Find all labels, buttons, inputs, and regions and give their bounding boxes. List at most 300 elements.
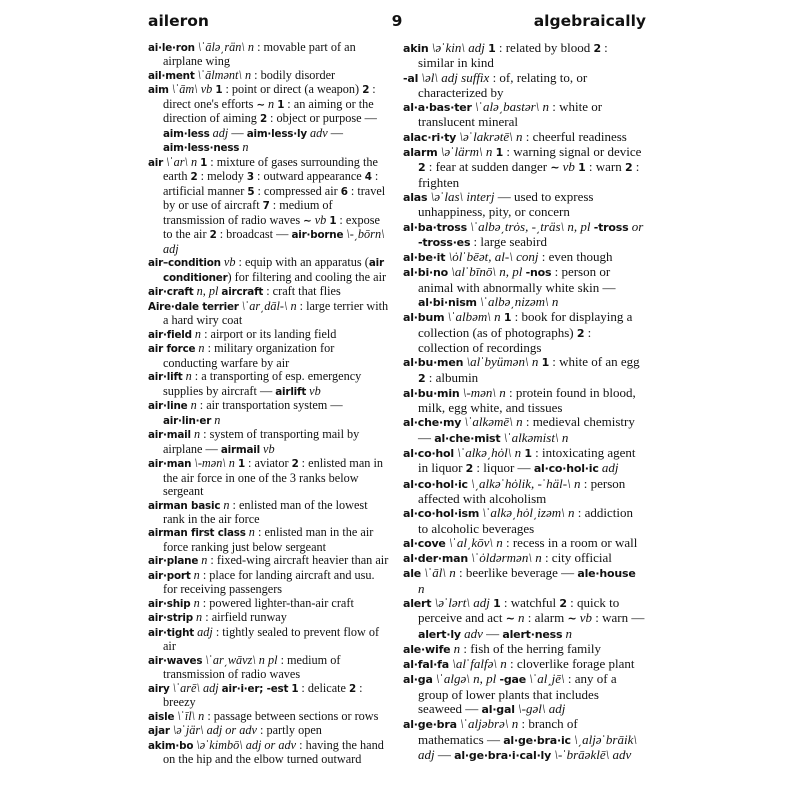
headword: air–condition xyxy=(148,257,221,270)
headword: al·ba·tross xyxy=(403,220,467,234)
headword: 1 xyxy=(578,161,586,175)
pronunciation: \əˈlärm\ xyxy=(437,144,486,160)
definition-text: — xyxy=(228,125,247,140)
part-of-speech: n xyxy=(193,427,201,442)
definition-text: : partly open xyxy=(256,723,322,738)
part-of-speech: n xyxy=(242,140,249,155)
part-of-speech: n xyxy=(551,294,559,310)
pronunciation: \ˈalkə͵hȯl͵izəm\ xyxy=(479,505,568,521)
definition-text: : fear at sudden danger xyxy=(425,159,551,175)
part-of-speech: n xyxy=(542,99,550,115)
part-of-speech: n xyxy=(198,708,205,723)
pronunciation: \-͵bōrn\ xyxy=(343,227,385,242)
part-of-speech: adj xyxy=(601,460,619,476)
pronunciation: \͵aljəˈbrāik\ xyxy=(570,731,637,747)
definition-text: : watchful xyxy=(500,594,560,610)
dictionary-entry xyxy=(403,71,645,101)
definition-text: : passage between sections or rows xyxy=(204,708,379,723)
dictionary-entry xyxy=(148,428,390,457)
definition-text: ) for filtering and cooling the air xyxy=(227,269,387,284)
definition-text: : protein found in blood, milk, egg white, and tissues xyxy=(418,384,636,416)
headword: ∼ xyxy=(256,98,265,111)
pronunciation: \əl\ xyxy=(418,69,442,85)
headword: 2 xyxy=(349,682,357,695)
part-of-speech: n xyxy=(223,497,230,512)
headword: air·lin·er xyxy=(163,414,212,427)
definition-text: — used to express unhappiness, pity, or concern xyxy=(418,188,594,220)
pronunciation: \ˈar͵wāvz\ xyxy=(202,652,259,667)
dictionary-entry xyxy=(403,551,645,566)
pronunciation: \ˈālə͵rän\ xyxy=(194,40,248,54)
dictionary-entry xyxy=(148,569,390,597)
definition-text: : outward appearance xyxy=(253,169,365,184)
headword: al·cove xyxy=(403,536,446,550)
headword: aim xyxy=(148,84,169,97)
part-of-speech: n xyxy=(190,398,197,413)
headword: -tross xyxy=(593,220,629,234)
headword: al·ge·bra xyxy=(403,718,457,732)
definition-text: : medium of transmission of radio waves xyxy=(163,198,333,227)
part-of-speech: n xyxy=(574,475,581,491)
part-of-speech: vb xyxy=(223,255,236,270)
part-of-speech: vb xyxy=(562,159,575,175)
headword: 1 xyxy=(493,596,501,610)
pronunciation: \əˈlakrətē\ xyxy=(456,128,517,144)
definition-text: : alarm xyxy=(524,610,568,626)
dictionary-entry xyxy=(148,328,390,342)
headword: al·der·man xyxy=(403,552,469,566)
pronunciation: \ˈalbə͵trȯs, -͵träs\ xyxy=(466,218,568,234)
dictionary-entry xyxy=(148,300,390,328)
pronunciation: \ˈalkəmē\ xyxy=(461,414,517,430)
part-of-speech: vb xyxy=(579,610,593,626)
headword: 2 xyxy=(190,171,198,184)
pronunciation: \-gəl\ xyxy=(514,701,549,717)
part-of-speech: n xyxy=(196,610,203,625)
part-of-speech: vb xyxy=(263,441,275,456)
pronunciation: \ˈām\ xyxy=(168,82,201,97)
headword: 2 xyxy=(362,84,370,97)
headword: air·lift xyxy=(148,371,183,384)
headword: ale·house xyxy=(577,567,636,581)
dictionary-entry xyxy=(403,190,645,220)
guide-word-left: aileron xyxy=(148,12,209,30)
headword: ∼ xyxy=(303,214,312,227)
definition-text: : medieval chemistry — xyxy=(418,414,635,445)
headword: ale·wife xyxy=(403,642,451,656)
definition-text: : powered lighter-than-air craft xyxy=(199,595,354,610)
dictionary-entry xyxy=(403,355,645,386)
pronunciation: \͵alkəˈhȯlik, -ˈhäl-\ xyxy=(467,475,574,491)
dictionary-entry xyxy=(403,415,645,446)
headword: 6 xyxy=(340,185,348,198)
dictionary-entry xyxy=(148,739,390,767)
headword: 1 xyxy=(237,458,245,471)
dictionary-entry xyxy=(148,499,390,527)
headword: 2 xyxy=(465,462,474,476)
left-column xyxy=(148,41,390,767)
headword: 2 xyxy=(625,161,633,175)
part-of-speech: n xyxy=(499,384,506,400)
part-of-speech: n xyxy=(453,640,461,656)
definition-text: : recess in a room or wall xyxy=(502,534,638,550)
dictionary-entry xyxy=(403,672,645,717)
definition-text: : system of transporting mail by airplane — xyxy=(163,427,360,456)
definition-text: : travel by or use of aircraft xyxy=(163,183,386,213)
headword: 1 xyxy=(215,84,223,97)
part-of-speech: n xyxy=(565,625,573,641)
headword: aim·less xyxy=(163,127,210,140)
definition-text: — xyxy=(327,125,343,140)
headword: al·co·hol·ic xyxy=(533,462,599,476)
headword: 2 xyxy=(418,161,426,175)
headword: air·tight xyxy=(148,626,195,639)
definition-text: : bodily disorder xyxy=(251,67,336,82)
part-of-speech: n pl xyxy=(258,652,278,667)
dictionary-entry xyxy=(148,156,390,256)
dictionary-entry xyxy=(403,310,645,355)
dictionary-entry xyxy=(403,477,645,507)
headword: alac·ri·ty xyxy=(403,130,457,144)
headword: 3 xyxy=(246,171,254,184)
part-of-speech: n, pl xyxy=(499,264,523,280)
headword: alert xyxy=(403,596,432,610)
part-of-speech: n xyxy=(535,550,542,566)
dictionary-entry xyxy=(148,370,390,399)
definition-text: : medium of transmission of radio waves xyxy=(163,652,341,682)
part-of-speech: n xyxy=(214,412,221,427)
definition-text: : expose to the air xyxy=(163,212,380,242)
headword: ∼ xyxy=(550,161,560,175)
part-of-speech: n xyxy=(567,505,575,521)
definition-text: : branch of mathematics — xyxy=(418,716,578,747)
definition-text: : point or direct (a weapon) xyxy=(222,82,363,97)
definition-text: : melody xyxy=(197,169,247,184)
definition-text: : white or translucent mineral xyxy=(418,99,603,130)
headword: al·ga xyxy=(403,673,433,687)
headword: air·plane xyxy=(148,555,199,568)
part-of-speech: n xyxy=(193,595,200,610)
dictionary-entry xyxy=(403,145,645,190)
pronunciation: \alˈbyümən\ xyxy=(463,354,532,370)
definition-text: : white of an egg xyxy=(549,354,640,370)
definition-text: : warn xyxy=(585,159,625,175)
headword: alert·ly xyxy=(418,627,461,641)
pronunciation: \ˈalbə͵nizəm\ xyxy=(476,294,552,310)
headword: air conditioner xyxy=(163,257,384,284)
headword: air·field xyxy=(148,328,192,341)
definition-text: : collection of recordings xyxy=(418,324,592,355)
headword: ∼ xyxy=(505,612,515,626)
dictionary-entry xyxy=(403,100,645,130)
pronunciation: \ˈalbəm\ xyxy=(444,309,495,325)
dictionary-entry xyxy=(148,554,390,568)
part-of-speech: n xyxy=(531,354,539,370)
definition-text: : large seabird xyxy=(470,233,547,249)
definition-text: : cloverlike forage plant xyxy=(506,656,635,672)
definition-text: : air transportation system — xyxy=(196,398,343,413)
headword: 1 xyxy=(200,156,208,169)
dictionary-entry xyxy=(403,596,645,642)
headword: air·line xyxy=(148,400,188,413)
definition-text: : warning signal or device xyxy=(503,144,642,160)
part-of-speech: adj xyxy=(212,125,229,140)
definition-text: : craft that flies xyxy=(263,284,341,299)
part-of-speech: adj xyxy=(418,746,435,762)
definition-text: : of, relating to, or characterized by xyxy=(418,69,588,100)
dictionary-entry xyxy=(403,657,645,672)
dictionary-entry xyxy=(148,457,390,498)
part-of-speech: n xyxy=(201,553,208,568)
dictionary-entry xyxy=(148,654,390,682)
definition-text: : book for displaying a collection (as of photographs) xyxy=(418,309,633,340)
dictionary-entry xyxy=(403,506,645,536)
dictionary-entry xyxy=(403,717,645,763)
part-of-speech: n xyxy=(561,429,569,445)
part-of-speech: n xyxy=(449,565,456,581)
part-of-speech: n xyxy=(516,414,523,430)
dictionary-entry xyxy=(148,526,390,554)
headword: 5 xyxy=(247,185,255,198)
headword: air·waves xyxy=(148,654,203,667)
headword: 7 xyxy=(262,200,270,213)
headword: airman basic xyxy=(148,499,221,512)
pronunciation: \alˈfalfə\ xyxy=(448,656,501,672)
definition-text: : tightly sealed to prevent flow of air xyxy=(163,624,380,654)
headword: al·co·hol·ic xyxy=(403,477,468,491)
dictionary-entry xyxy=(148,611,390,625)
guide-word-right: algebraically xyxy=(533,12,646,30)
headword: air·i·er; -est xyxy=(221,682,289,695)
definition-text: : artificial manner xyxy=(163,169,379,198)
pronunciation: \ˈar͵dāl-\ xyxy=(238,298,291,313)
headword: -tross·es xyxy=(418,235,471,249)
part-of-speech: adj xyxy=(202,680,219,695)
definition-text: : compressed air xyxy=(254,183,341,198)
headword: air·ship xyxy=(148,597,191,610)
definition-text: : warn — xyxy=(592,610,645,626)
part-of-speech: n xyxy=(485,144,493,160)
headword: air xyxy=(148,156,164,169)
headword: al·fal·fa xyxy=(403,658,449,672)
pronunciation: \ˈālmənt\ xyxy=(194,67,245,82)
headword: airman first class xyxy=(148,527,246,540)
headword: akim·bo xyxy=(148,739,194,752)
headword: airmail xyxy=(220,443,260,456)
headword: 1 xyxy=(277,98,285,111)
definition-text: : mixture of gases surrounding the earth xyxy=(163,154,378,184)
dictionary-entry xyxy=(403,386,645,416)
headword: airy xyxy=(148,682,170,695)
pronunciation: \ȯlˈbēət, al-\ xyxy=(445,249,517,265)
part-of-speech: or xyxy=(631,218,644,234)
definition-text: : airport or its landing field xyxy=(201,326,337,341)
headword: al·che·mist xyxy=(434,431,501,445)
dictionary-entry xyxy=(148,285,390,299)
part-of-speech: n xyxy=(190,154,198,169)
headword: alas xyxy=(403,190,428,204)
headword: alert·ness xyxy=(502,627,563,641)
dictionary-entry xyxy=(403,642,645,657)
pronunciation: \ˈȯldərmən\ xyxy=(468,550,536,566)
part-of-speech: conj xyxy=(516,249,539,265)
headword: 4 xyxy=(364,171,372,184)
definition-text: : any of a group of lower plants that includes seaweed — xyxy=(418,671,617,717)
part-of-speech: n xyxy=(268,96,275,111)
headword: ∼ xyxy=(567,612,577,626)
pronunciation: \ˈalə͵bastər\ xyxy=(471,99,543,115)
headword: air·mail xyxy=(148,429,191,442)
pronunciation: \əˈlas\ xyxy=(427,188,467,204)
dictionary-entry xyxy=(403,446,645,477)
headword: -gae xyxy=(499,673,527,687)
part-of-speech: n xyxy=(494,309,501,325)
pronunciation: \alˈbīnō\ xyxy=(447,264,500,280)
definition-text: : related by blood xyxy=(495,40,594,55)
part-of-speech: n xyxy=(418,580,425,596)
headword: al·gal xyxy=(481,703,515,717)
definition-text: : person affected with alcoholism xyxy=(418,475,626,506)
part-of-speech: adv xyxy=(464,625,483,641)
headword: 1 xyxy=(291,682,299,695)
definition-text: : having the hand on the hip and the elbow turned outward xyxy=(163,737,384,767)
part-of-speech: vb xyxy=(309,383,321,398)
part-of-speech: n xyxy=(517,610,525,626)
definition-text: : object or purpose — xyxy=(266,111,377,126)
headword: 1 xyxy=(495,146,504,160)
headword: 2 xyxy=(291,458,299,471)
definition-text: : broadcast — xyxy=(216,227,292,242)
headword: 2 xyxy=(209,229,217,242)
headword: 1 xyxy=(524,447,532,461)
dictionary-entry xyxy=(148,710,390,724)
headword: 1 xyxy=(488,42,496,55)
dictionary-entry xyxy=(148,724,390,738)
dictionary-entry xyxy=(403,566,645,596)
part-of-speech: adj xyxy=(197,624,213,639)
pronunciation: \ˈīl\ xyxy=(174,708,199,723)
dictionary-entry xyxy=(148,597,390,611)
headword: aim·less·ness xyxy=(163,142,240,155)
headword: al·bi·no xyxy=(403,266,448,280)
part-of-speech: n xyxy=(247,40,254,54)
headword: al·bu·min xyxy=(403,386,460,400)
headword: Aire·dale terrier xyxy=(148,300,239,313)
part-of-speech: n xyxy=(511,716,519,732)
definition-text: : fixed-wing aircraft heavier than air xyxy=(207,553,389,568)
definition-text: : frighten xyxy=(418,159,640,190)
dictionary-entry xyxy=(403,265,645,310)
part-of-speech: n xyxy=(228,456,235,471)
part-of-speech: vb xyxy=(200,82,213,97)
definition-text: : delicate xyxy=(298,680,350,695)
pronunciation: \ˈal͵kōv\ xyxy=(445,534,497,550)
headword: 2 xyxy=(593,42,601,55)
definition-text: : place for landing aircraft and usu. for receiving passengers xyxy=(163,567,375,597)
definition-text: — xyxy=(434,746,455,762)
headword: air·man xyxy=(148,458,192,471)
right-column xyxy=(403,41,645,763)
pronunciation: \əˈjär\ xyxy=(169,723,207,738)
headword: 2 xyxy=(418,371,426,385)
definition-text: : beerlike beverage — xyxy=(455,565,578,581)
part-of-speech: interj xyxy=(466,188,495,204)
part-of-speech: vb xyxy=(314,212,327,227)
pronunciation: \-mən\ xyxy=(459,384,500,400)
part-of-speech: n, pl xyxy=(567,218,591,234)
pronunciation: \-mən\ xyxy=(191,456,229,471)
headword: al·bi·nism xyxy=(418,296,477,310)
definition-text: : movable part of an airplane wing xyxy=(163,40,356,69)
dictionary-entry xyxy=(148,83,390,155)
definition-text: : enlisted man of the lowest rank in the air force xyxy=(163,497,368,526)
headword: al·ge·bra·i·cal·ly xyxy=(454,748,552,762)
definition-text: : addiction to alcoholic beverages xyxy=(418,505,633,536)
part-of-speech: adj xyxy=(473,594,490,610)
pronunciation: \ˈar\ xyxy=(163,154,191,169)
headword: aisle xyxy=(148,710,175,723)
headword: airlift xyxy=(275,385,307,398)
definition-text: : a transporting of esp. emergency supplies by aircraft — xyxy=(163,369,362,398)
pronunciation: \-ˈbrāəklē\ xyxy=(551,746,613,762)
headword: air·craft xyxy=(148,286,194,299)
pronunciation: \əˈkin\ xyxy=(428,40,469,55)
definition-text: : aviator xyxy=(244,456,292,471)
part-of-speech: n xyxy=(194,326,202,341)
headword: al·be·it xyxy=(403,251,446,265)
definition-text: : direct one's efforts xyxy=(163,82,376,111)
part-of-speech: n xyxy=(244,67,252,82)
definition-text: : military organization for conducting warfare by air xyxy=(163,341,335,370)
headword: ail·ment xyxy=(148,69,195,82)
definition-text: : large terrier with a hard wiry coat xyxy=(163,298,389,328)
dictionary-entry xyxy=(148,399,390,428)
headword: -nos xyxy=(525,266,552,280)
definition-text: : fish of the herring family xyxy=(460,640,601,656)
part-of-speech: n xyxy=(248,525,255,540)
dictionary-entry xyxy=(403,220,645,251)
part-of-speech: adv xyxy=(309,125,328,140)
headword: 2 xyxy=(259,113,267,126)
page-number: 9 xyxy=(391,12,403,30)
definition-text: : intoxicating agent in liquor xyxy=(418,445,636,476)
dictionary-entry xyxy=(148,342,390,370)
headword: alarm xyxy=(403,146,438,160)
definition-text: : person or animal with abnormally white skin — xyxy=(418,264,616,295)
headword: al·a·bas·ter xyxy=(403,101,472,115)
definition-text: : cheerful readiness xyxy=(522,128,627,144)
headword: 1 xyxy=(503,311,512,325)
definition-text: : even though xyxy=(538,249,613,265)
headword: al·bum xyxy=(403,311,445,325)
pronunciation: \ˈalkə͵hȯl\ xyxy=(454,445,515,461)
headword: -al xyxy=(403,71,419,85)
dictionary-entry xyxy=(148,626,390,654)
headword: al·che·my xyxy=(403,416,462,430)
part-of-speech: n xyxy=(500,656,507,672)
dictionary-entry xyxy=(403,250,645,265)
part-of-speech: adj or adv xyxy=(245,737,297,752)
part-of-speech: n xyxy=(496,534,503,550)
part-of-speech: n xyxy=(514,445,522,461)
pronunciation: \əˈlərt\ xyxy=(431,594,474,610)
part-of-speech: adj xyxy=(163,241,179,256)
headword: ajar xyxy=(148,725,170,738)
dictionary-entry xyxy=(403,536,645,551)
headword: 1 xyxy=(541,356,550,370)
definition-text: : an aiming or the direction of aiming xyxy=(163,96,374,126)
headword: al·co·hol xyxy=(403,447,454,461)
